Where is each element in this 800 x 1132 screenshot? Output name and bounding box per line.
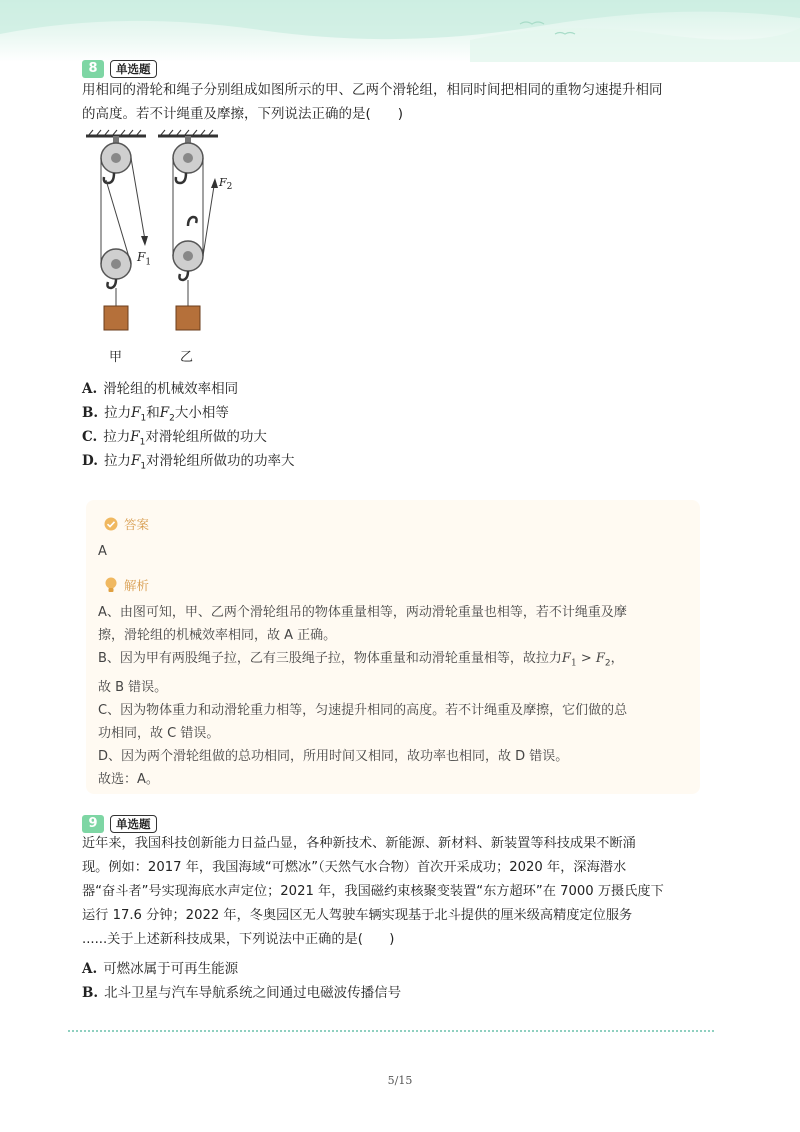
weight-block-left <box>104 306 128 330</box>
pulley-system-right <box>173 136 218 330</box>
analysis-line: 故 B 错误。 <box>98 679 168 695</box>
check-badge-icon <box>104 517 118 531</box>
analysis-line: 故选：A。 <box>98 771 159 787</box>
lightbulb-icon <box>104 577 118 593</box>
answer-label: 答案 <box>104 515 149 533</box>
figure-label-yi: 乙 <box>180 350 194 365</box>
stem-line: ......关于上述新科技成果，下列说法中正确的是( ) <box>82 932 395 947</box>
question-8-option-a[interactable]: A. 滑轮组的机械效率相同 <box>82 381 239 397</box>
analysis-line: 擦，滑轮组的机械效率相同，故 A 正确。 <box>98 628 337 643</box>
header-banner <box>0 0 800 62</box>
question-type-badge: 单选题 <box>110 815 157 833</box>
question-number: 8 <box>82 60 104 78</box>
question-9-option-a[interactable]: A. 可燃冰属于可再生能源 <box>82 961 239 977</box>
force-arrow-icon <box>141 236 148 246</box>
force-label-f1: $F_1$ <box>137 250 152 268</box>
force-label-f2: $F_2$ <box>219 176 233 193</box>
question-8-option-d[interactable]: D. 拉力$F_1$对滑轮组所做功的功率大 <box>82 453 295 472</box>
analysis-line: 功相同，故 C 错误。 <box>98 725 220 741</box>
stem-line: 运行 17.6 分钟；2022 年，冬奥园区无人驾驶车辆实现基于北斗提供的厘米级高精度定位服务 <box>82 908 633 923</box>
stem-line: 用相同的滑轮和绳子分别组成如图所示的甲、乙两个滑轮组，相同时间把相同的重物匀速提升相同 <box>82 82 663 98</box>
question-8-option-b[interactable]: B. 拉力$F_1$和$F_2$大小相等 <box>82 405 229 424</box>
figure-label-jia: 甲 <box>109 350 123 365</box>
force-arrow-icon <box>211 178 218 188</box>
analysis-line: A、由图可知，甲、乙两个滑轮组吊的物体重量相等，两动滑轮重量也相等，若不计绳重及摩 <box>98 605 627 620</box>
analysis-line: D、因为两个滑轮组做的总功相同，所用时间又相同，故功率也相同，故 D 错误。 <box>98 748 569 764</box>
question-type-badge: 单选题 <box>110 60 157 78</box>
analysis-label: 解析 <box>104 576 149 594</box>
question-9-option-b[interactable]: B. 北斗卫星与汽车导航系统之间通过电磁波传播信号 <box>82 985 402 1001</box>
analysis-line: C、因为物体重力和动滑轮重力相等，匀速提升相同的高度。若不计绳重及摩擦，它们做的总 <box>98 702 628 718</box>
analysis-text <box>98 601 684 791</box>
banner-decoration <box>0 0 800 62</box>
question-8-option-c[interactable]: C. 拉力$F_1$对滑轮组所做的功大 <box>82 429 267 448</box>
analysis-line: B、因为甲有两股绳子拉，乙有三股绳子拉，物体重量和动滑轮重量相等，故拉力$F_1 > F_2$， <box>98 651 624 669</box>
question-8-stem <box>82 78 702 126</box>
weight-block-right <box>176 306 200 330</box>
stem-line: 的高度。若不计绳重及摩擦，下列说法正确的是( ) <box>82 106 404 122</box>
stem-line: 现。例如：2017 年，我国海域“可燃冰”（天然气水合物）首次开采成功；2020 年，深海潜水 <box>82 860 627 875</box>
question-number: 9 <box>82 815 104 833</box>
question-9-header <box>82 815 157 833</box>
stem-line: 器“奋斗者”号实现海底水声定位；2021 年，我国磁约束核聚变装置“东方超环”在 7000 万摄氏度下 <box>82 884 664 899</box>
pulley-system-left <box>101 136 148 330</box>
page-divider <box>68 1030 714 1032</box>
stem-line: 近年来，我国科技创新能力日益凸显，各种新技术、新能源、新材料、新装置等科技成果不断涌 <box>82 836 636 851</box>
page-number: 5/15 <box>387 1074 413 1087</box>
answer-value: A <box>98 544 107 559</box>
question-8-header <box>82 60 157 78</box>
question-9-stem <box>82 832 712 952</box>
pulley-figure <box>82 128 252 338</box>
